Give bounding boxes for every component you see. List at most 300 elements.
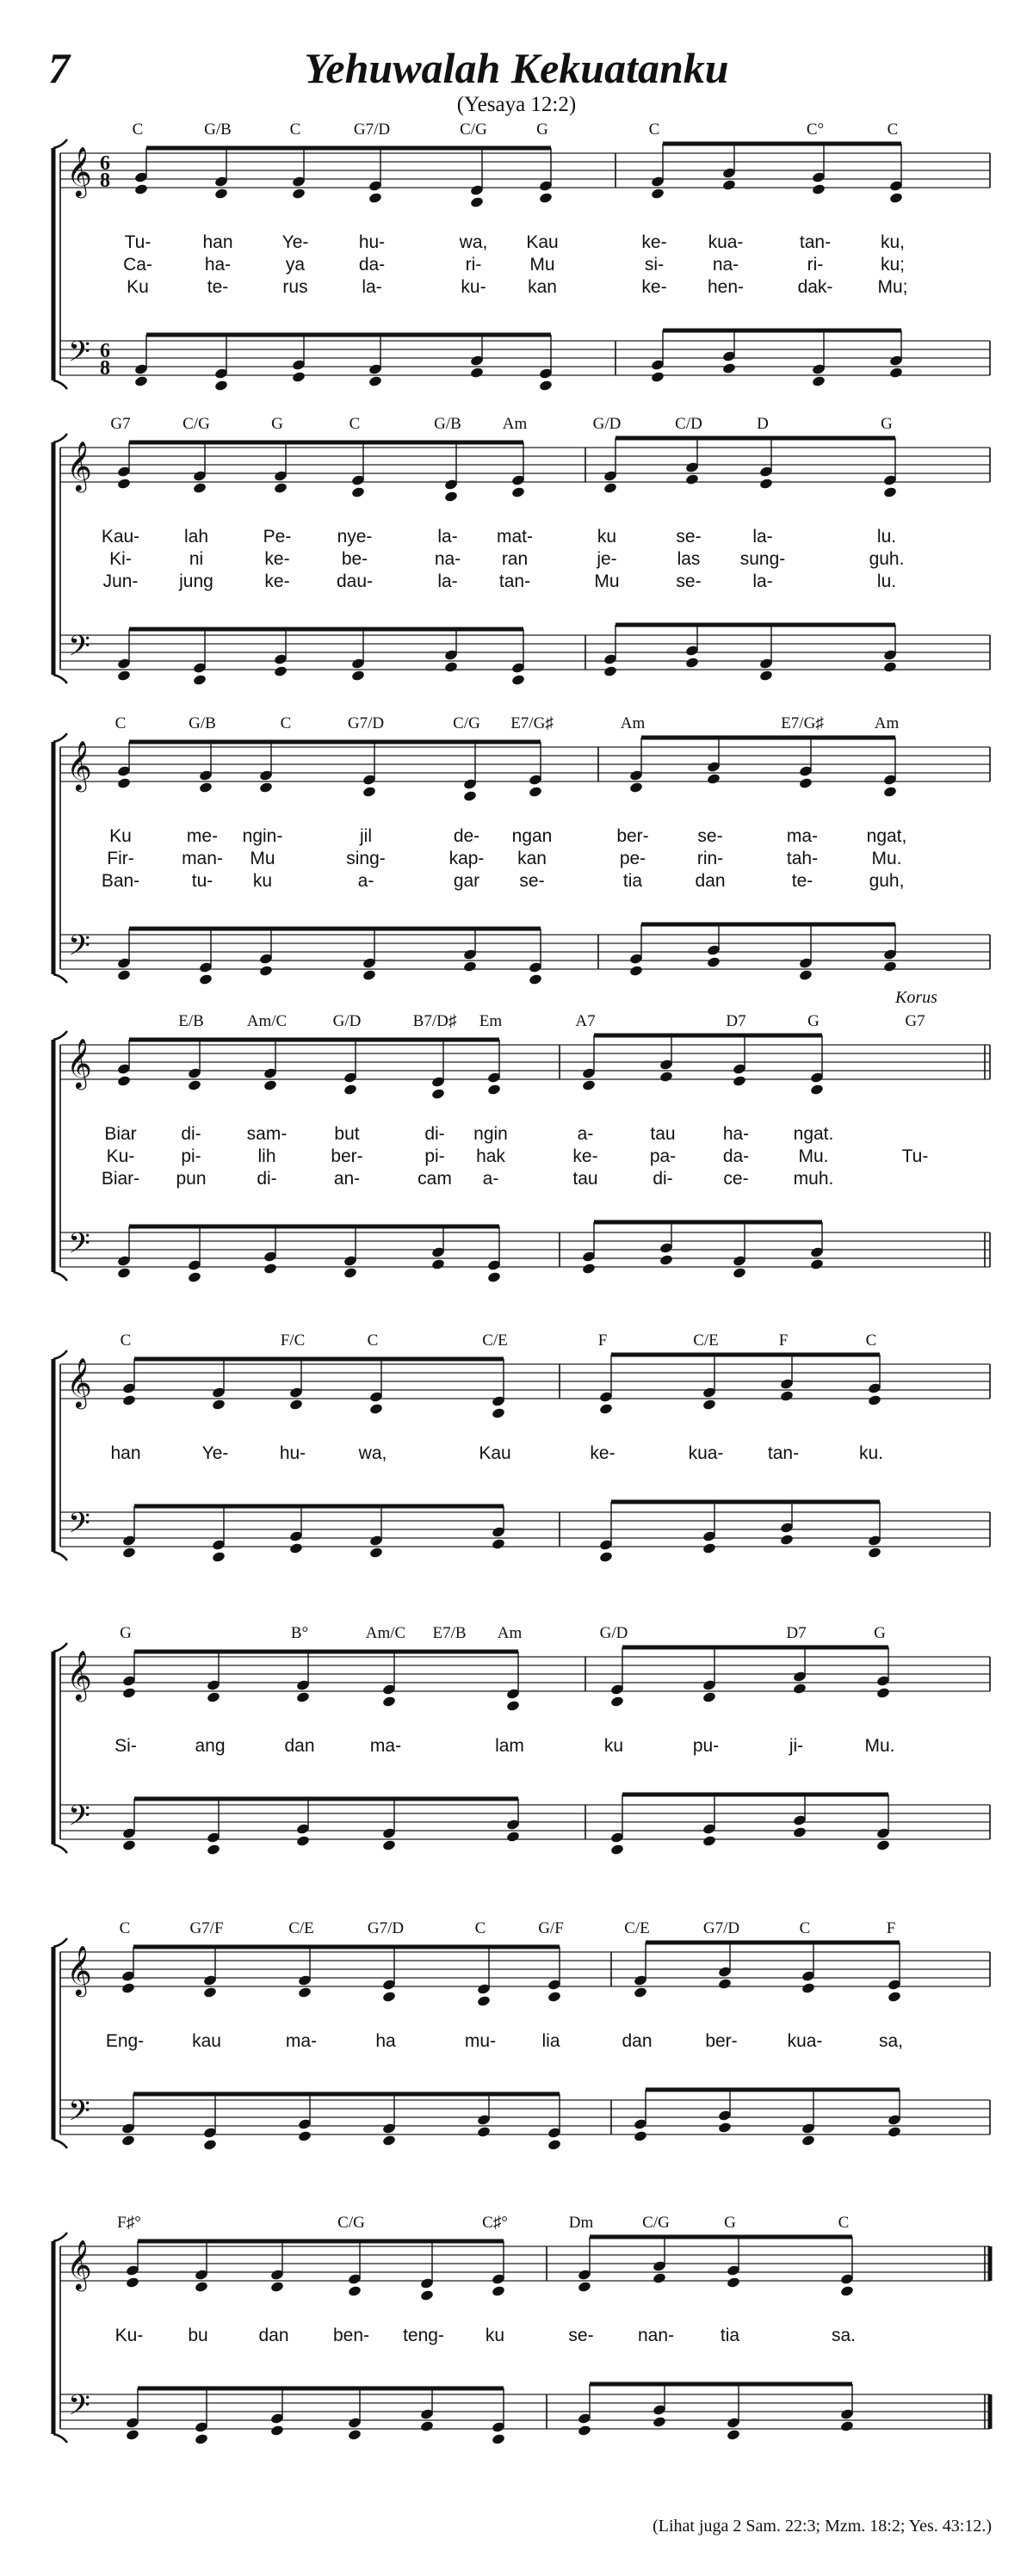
system-brace bbox=[53, 675, 67, 683]
chord-symbol: C bbox=[474, 1919, 486, 1937]
bass-note-head bbox=[547, 2139, 562, 2151]
chord-symbol: E/B bbox=[178, 1012, 204, 1030]
lyric-syllable: ke- bbox=[264, 549, 290, 569]
chord-symbol: Am bbox=[620, 714, 646, 732]
chord-symbol: Am bbox=[497, 1624, 523, 1642]
lyric-syllable: la- bbox=[437, 571, 458, 591]
lyric-syllable: na- bbox=[712, 255, 739, 275]
lyric-syllable: pun bbox=[176, 1169, 207, 1189]
bass-note-head bbox=[799, 969, 813, 981]
bass-note-head bbox=[868, 1547, 882, 1559]
lyric-syllable: sa. bbox=[831, 2326, 857, 2345]
chord-symbol: C♯° bbox=[482, 2214, 508, 2232]
chord-symbol: G7/D bbox=[367, 1919, 405, 1937]
treble-note-head bbox=[888, 1991, 902, 2003]
chord-symbol: C bbox=[289, 120, 301, 139]
lyric-syllable: ku bbox=[252, 871, 273, 891]
lyric-syllable: tan- bbox=[767, 1443, 800, 1463]
treble-note-head bbox=[195, 2281, 209, 2293]
lyric-syllable: mu- bbox=[464, 2031, 497, 2051]
bass-note-head bbox=[117, 1267, 132, 1279]
bass-clef-icon: 𝄢 bbox=[68, 2389, 90, 2429]
lyric-syllable: ma- bbox=[786, 826, 819, 846]
lyric-syllable: tau bbox=[650, 1124, 676, 1144]
treble-note-head bbox=[362, 786, 377, 798]
bass-note-head bbox=[840, 2420, 855, 2432]
lyric-syllable: ngin- bbox=[242, 826, 283, 846]
treble-note-head bbox=[134, 183, 149, 195]
lyric-syllable: di- bbox=[653, 1169, 673, 1189]
bass-note-head bbox=[203, 2139, 218, 2151]
bass-note-head bbox=[369, 1547, 384, 1559]
system-brace bbox=[53, 2140, 67, 2148]
bass-note-head bbox=[134, 375, 149, 387]
lyric-syllable: ha- bbox=[204, 255, 232, 275]
lyric-syllable: Mu. bbox=[871, 849, 902, 868]
chord-symbol: C bbox=[120, 1331, 132, 1350]
lyric-syllable: ce- bbox=[723, 1169, 749, 1189]
bass-note-head bbox=[810, 1258, 825, 1270]
chord-symbol: C/G bbox=[642, 2214, 670, 2232]
chord-symbol: G7/D bbox=[347, 714, 385, 732]
treble-note-head bbox=[506, 1700, 521, 1712]
bass-note-head bbox=[188, 1271, 202, 1283]
hymn-title: Yehuwalah Kekuatanku bbox=[304, 44, 729, 92]
lyric-syllable: da- bbox=[722, 1146, 750, 1166]
lyric-syllable: Mu. bbox=[798, 1146, 829, 1166]
lyric-syllable: ke- bbox=[590, 1443, 615, 1463]
lyric-syllable: cam bbox=[418, 1169, 452, 1189]
bass-note-head bbox=[368, 375, 383, 387]
chord-symbol: C° bbox=[806, 120, 825, 139]
lyric-syllable: ku bbox=[485, 2326, 505, 2345]
bass-note-head bbox=[193, 674, 207, 686]
bass-note-head bbox=[362, 969, 377, 981]
treble-note-head bbox=[382, 1991, 397, 2003]
lyric-syllable: se- bbox=[676, 527, 702, 547]
chord-symbol: F bbox=[886, 1919, 896, 1937]
lyric-syllable: kap- bbox=[448, 849, 485, 868]
chord-symbol: C/G bbox=[453, 714, 480, 732]
chord-symbol: G/D bbox=[332, 1012, 362, 1030]
lyric-syllable: rus bbox=[282, 277, 308, 297]
system-brace bbox=[53, 434, 67, 442]
lyric-syllable: Pe- bbox=[263, 527, 292, 547]
treble-note-head bbox=[188, 1079, 202, 1091]
bass-note-head bbox=[889, 367, 904, 379]
system-brace bbox=[53, 1844, 67, 1853]
lyric-syllable: Ku bbox=[127, 277, 149, 297]
lyric-syllable: Eng- bbox=[105, 2031, 145, 2051]
treble-note-head bbox=[799, 777, 813, 789]
treble-note-head bbox=[685, 473, 700, 485]
treble-note-head bbox=[193, 482, 207, 494]
chord-symbol: C/G bbox=[337, 2214, 365, 2232]
chord-symbol: C bbox=[349, 415, 361, 433]
chord-symbol: G7 bbox=[110, 415, 131, 433]
lyric-syllable: dak- bbox=[797, 277, 833, 297]
system-brace bbox=[53, 974, 67, 983]
lyric-syllable: Ki- bbox=[109, 549, 132, 569]
treble-note-head bbox=[793, 1683, 807, 1695]
treble-note-head bbox=[199, 781, 213, 794]
lyric-syllable: sa, bbox=[878, 2031, 904, 2051]
chord-symbol: C bbox=[114, 714, 127, 732]
bass-note-head bbox=[780, 1534, 795, 1546]
treble-note-head bbox=[296, 1691, 311, 1703]
treble-note-head bbox=[348, 2285, 362, 2297]
lyric-syllable: lu. bbox=[876, 571, 897, 591]
chord-symbol: G bbox=[807, 1012, 820, 1030]
bass-note-head bbox=[117, 969, 132, 981]
bass-note-head bbox=[883, 961, 898, 973]
bass-note-head bbox=[274, 665, 288, 677]
bass-note-head bbox=[214, 380, 229, 392]
bass-clef-icon: 𝄢 bbox=[68, 1227, 90, 1267]
treble-clef-icon: 𝄞 bbox=[66, 1650, 92, 1700]
treble-note-head bbox=[876, 1687, 891, 1699]
lyric-syllable: but bbox=[334, 1124, 360, 1144]
lyric-syllable: se- bbox=[568, 2326, 594, 2345]
treble-note-head bbox=[651, 188, 665, 200]
time-signature-top: 6 bbox=[100, 340, 110, 362]
bass-note-head bbox=[603, 665, 618, 677]
lyric-syllable: Biar- bbox=[101, 1169, 140, 1189]
treble-note-head bbox=[718, 1978, 733, 1990]
bass-note-head bbox=[487, 1271, 502, 1283]
chord-symbol: C bbox=[865, 1331, 877, 1350]
lyric-syllable: Tu- bbox=[124, 232, 152, 252]
chord-symbol: E7/G♯ bbox=[510, 714, 554, 732]
lyric-syllable: gar bbox=[453, 871, 480, 891]
treble-note-head bbox=[117, 1075, 132, 1087]
lyric-syllable: man- bbox=[182, 849, 223, 868]
lyric-syllable: ke- bbox=[641, 277, 667, 297]
lyric-syllable: ke- bbox=[572, 1146, 598, 1166]
chord-symbol: Dm bbox=[568, 2214, 594, 2232]
bass-note-head bbox=[539, 380, 554, 392]
bass-note-head bbox=[463, 961, 478, 973]
lyric-syllable: pa- bbox=[649, 1146, 677, 1166]
bass-note-head bbox=[801, 2134, 816, 2147]
treble-note-head bbox=[868, 1394, 882, 1406]
system-brace bbox=[53, 1272, 67, 1281]
bass-note-head bbox=[492, 1538, 506, 1550]
treble-note-head bbox=[653, 2272, 667, 2284]
lyric-syllable: a- bbox=[482, 1169, 499, 1189]
chord-symbol: G/B bbox=[189, 714, 216, 732]
chord-symbol: Am/C bbox=[246, 1012, 288, 1030]
lyric-syllable: Si- bbox=[114, 1736, 137, 1756]
chord-symbol: F/C bbox=[280, 1331, 306, 1350]
chord-symbol: C/D bbox=[675, 415, 702, 433]
lyric-syllable: las bbox=[677, 549, 701, 569]
bass-note-head bbox=[599, 1551, 614, 1563]
lyric-syllable: jil bbox=[360, 826, 372, 846]
lyric-syllable: Biar bbox=[104, 1124, 137, 1144]
chord-symbol: E7/G♯ bbox=[781, 714, 824, 732]
bass-note-head bbox=[298, 2130, 312, 2142]
system-brace bbox=[53, 1643, 67, 1652]
chord-symbol: G7/D bbox=[353, 120, 391, 139]
lyric-syllable: nye- bbox=[337, 527, 373, 547]
lyric-syllable: Kau- bbox=[101, 527, 140, 547]
lyric-syllable: tah- bbox=[786, 849, 819, 868]
bass-note-head bbox=[121, 2134, 136, 2147]
bass-note-head bbox=[888, 2126, 902, 2138]
lyric-syllable: sung- bbox=[739, 549, 786, 569]
bass-clef-icon: 𝄢 bbox=[68, 2095, 90, 2134]
lyric-syllable: ran bbox=[501, 549, 529, 569]
lyric-syllable: ha bbox=[375, 2031, 396, 2051]
lyric-syllable: Ca- bbox=[123, 255, 152, 275]
treble-note-head bbox=[298, 1986, 312, 1998]
chord-symbol: G/D bbox=[599, 1624, 628, 1642]
treble-note-head bbox=[759, 478, 774, 490]
bass-note-head bbox=[759, 670, 774, 682]
treble-note-head bbox=[122, 1394, 137, 1406]
lyric-syllable: Mu bbox=[250, 849, 275, 868]
bass-note-head bbox=[117, 670, 132, 682]
bass-note-head bbox=[883, 661, 898, 673]
chord-symbol: G bbox=[874, 1624, 886, 1642]
lyric-syllable: Mu bbox=[594, 571, 620, 591]
lyric-syllable: wa, bbox=[459, 232, 488, 252]
chord-symbol: E7/B bbox=[432, 1624, 467, 1642]
lyric-syllable: bu bbox=[188, 2326, 208, 2345]
chord-symbol: G7/F bbox=[189, 1919, 224, 1937]
bass-note-head bbox=[195, 2433, 209, 2445]
treble-note-head bbox=[634, 1986, 648, 1998]
lyric-syllable: lah bbox=[183, 527, 209, 547]
lyric-syllable: ji- bbox=[789, 1736, 804, 1756]
lyric-syllable: ku bbox=[597, 527, 617, 547]
treble-note-head bbox=[810, 1084, 825, 1096]
treble-note-head bbox=[369, 1403, 384, 1415]
treble-note-head bbox=[511, 486, 526, 498]
lyric-syllable: a- bbox=[577, 1124, 594, 1144]
treble-note-head bbox=[263, 1079, 278, 1091]
treble-note-head bbox=[203, 1986, 218, 1998]
lyric-syllable: wa, bbox=[358, 1443, 387, 1463]
chord-symbol: C/G bbox=[460, 120, 487, 139]
treble-note-head bbox=[610, 1696, 625, 1708]
bass-note-head bbox=[876, 1839, 891, 1851]
lyric-syllable: han bbox=[110, 1443, 141, 1463]
bass-note-head bbox=[444, 661, 459, 673]
treble-clef-icon: 𝄞 bbox=[66, 2239, 92, 2289]
lyric-syllable: lih bbox=[257, 1146, 276, 1166]
time-signature-bottom: 8 bbox=[100, 357, 110, 380]
chord-symbol: C bbox=[887, 120, 899, 139]
chord-symbol: D bbox=[757, 415, 769, 433]
bass-note-head bbox=[685, 657, 700, 669]
lyric-syllable: mat- bbox=[497, 527, 533, 547]
chord-symbol: Am bbox=[874, 714, 900, 732]
lyric-syllable: Kau bbox=[479, 1443, 511, 1463]
chord-symbol: C bbox=[648, 120, 660, 139]
lyric-syllable: da- bbox=[358, 255, 386, 275]
treble-note-head bbox=[629, 781, 644, 794]
lyric-syllable: Jun- bbox=[102, 571, 139, 591]
lyric-syllable: ngan bbox=[511, 826, 553, 846]
bass-note-head bbox=[431, 1258, 446, 1270]
lyric-syllable: di- bbox=[257, 1169, 277, 1189]
bass-note-head bbox=[289, 1542, 304, 1554]
lyric-syllable: se- bbox=[519, 871, 545, 891]
lyric-syllable: ngat. bbox=[793, 1124, 834, 1144]
treble-note-head bbox=[659, 1071, 674, 1083]
bass-note-head bbox=[702, 1835, 717, 1847]
treble-note-head bbox=[578, 2281, 592, 2293]
bass-clef-icon: 𝄢 bbox=[68, 1800, 90, 1839]
lyric-syllable: tan- bbox=[799, 232, 832, 252]
lyric-syllable: guh. bbox=[869, 549, 905, 569]
lyric-syllable: ku; bbox=[880, 255, 906, 275]
bass-note-head bbox=[718, 2122, 733, 2134]
lyric-syllable: kan bbox=[517, 849, 547, 868]
treble-clef-icon: 𝄞 bbox=[66, 1945, 92, 1995]
treble-note-head bbox=[801, 1982, 816, 1994]
chord-symbol: G/D bbox=[592, 415, 622, 433]
treble-note-head bbox=[289, 1399, 304, 1411]
lyric-syllable: lia bbox=[541, 2031, 560, 2051]
chord-symbol: G/F bbox=[538, 1919, 564, 1937]
lyric-syllable: kan bbox=[528, 277, 557, 297]
lyric-syllable: ben- bbox=[332, 2326, 370, 2345]
treble-note-head bbox=[477, 1995, 492, 2007]
lyric-syllable: tau bbox=[572, 1169, 598, 1189]
bass-note-head bbox=[292, 371, 306, 383]
lyric-syllable: rin- bbox=[696, 849, 724, 868]
lyric-syllable: ha- bbox=[722, 1124, 750, 1144]
chord-symbol: C/E bbox=[482, 1331, 508, 1350]
chord-symbol: G/B bbox=[204, 120, 232, 139]
treble-note-head bbox=[883, 786, 898, 798]
lyric-syllable: dan bbox=[258, 2326, 289, 2345]
lyric-syllable: ni bbox=[189, 549, 204, 569]
bass-note-head bbox=[529, 973, 543, 985]
bass-note-head bbox=[812, 375, 826, 387]
lyric-syllable: pu- bbox=[692, 1736, 720, 1756]
treble-note-head bbox=[727, 2276, 741, 2289]
treble-note-head bbox=[207, 1691, 221, 1703]
lyric-syllable: ke- bbox=[264, 571, 290, 591]
treble-note-head bbox=[117, 478, 132, 490]
chord-symbol: Am bbox=[502, 415, 528, 433]
lyric-syllable: ku- bbox=[461, 277, 486, 297]
lyric-syllable: pe- bbox=[619, 849, 646, 868]
system-brace bbox=[53, 2434, 67, 2443]
lyric-syllable: sam- bbox=[246, 1124, 288, 1144]
scripture-reference: (Yesaya 12:2) bbox=[456, 93, 577, 116]
chord-symbol: C bbox=[838, 2214, 850, 2232]
lyric-syllable: Mu bbox=[529, 255, 555, 275]
lyric-syllable: la- bbox=[752, 527, 773, 547]
lyric-syllable: me- bbox=[186, 826, 219, 846]
lyric-syllable: na- bbox=[434, 549, 461, 569]
bass-note-head bbox=[651, 371, 665, 383]
lyric-syllable: ya bbox=[285, 255, 306, 275]
chord-symbol: F bbox=[778, 1331, 789, 1350]
lyric-syllable: ku bbox=[603, 1736, 624, 1756]
lyric-syllable: ma- bbox=[285, 2031, 318, 2051]
lyric-syllable: ku, bbox=[880, 232, 906, 252]
bass-note-head bbox=[207, 1844, 221, 1856]
chord-symbol: B7/D♯ bbox=[412, 1012, 457, 1030]
treble-note-head bbox=[603, 482, 618, 494]
lyric-syllable: ber- bbox=[616, 826, 649, 846]
bass-note-head bbox=[511, 674, 526, 686]
lyric-syllable: han bbox=[202, 232, 233, 252]
lyric-syllable: jung bbox=[179, 571, 213, 591]
bass-note-head bbox=[343, 1267, 358, 1279]
treble-note-head bbox=[274, 482, 288, 494]
treble-note-head bbox=[122, 1687, 137, 1699]
lyric-syllable: hak bbox=[476, 1146, 505, 1166]
lyric-syllable: se- bbox=[697, 826, 723, 846]
lyric-syllable: la- bbox=[437, 527, 458, 547]
lyric-syllable: Ye- bbox=[281, 232, 309, 252]
treble-note-head bbox=[547, 1991, 562, 2003]
treble-note-head bbox=[722, 179, 737, 191]
lyric-syllable: Ku- bbox=[106, 1146, 135, 1166]
lyric-syllable: teng- bbox=[403, 2326, 444, 2345]
lyric-syllable: ri- bbox=[807, 255, 824, 275]
bass-note-head bbox=[707, 956, 721, 968]
lyric-syllable: di- bbox=[424, 1124, 445, 1144]
lyric-syllable: kau bbox=[192, 2031, 221, 2051]
lyric-syllable: ber- bbox=[331, 1146, 363, 1166]
treble-note-head bbox=[487, 1084, 502, 1096]
treble-note-head bbox=[733, 1075, 747, 1087]
bass-note-head bbox=[348, 2429, 362, 2441]
lyric-syllable: hen- bbox=[707, 277, 745, 297]
lyric-syllable: kua- bbox=[708, 232, 744, 252]
lyric-syllable: be- bbox=[341, 549, 368, 569]
chord-symbol: F bbox=[597, 1331, 608, 1350]
bass-note-head bbox=[629, 965, 644, 977]
bass-note-head bbox=[382, 2134, 397, 2147]
treble-note-head bbox=[812, 183, 826, 195]
lyric-syllable: tan- bbox=[498, 571, 531, 591]
bass-note-head bbox=[270, 2425, 285, 2437]
lyric-syllable: a- bbox=[357, 871, 374, 891]
lyric-syllable: Fir- bbox=[107, 849, 134, 868]
system-brace bbox=[53, 2233, 67, 2241]
treble-note-head bbox=[126, 2276, 140, 2289]
chord-symbol: C bbox=[367, 1331, 379, 1350]
lyric-syllable: ber- bbox=[705, 2031, 738, 2051]
lyric-syllable: Ye- bbox=[201, 1443, 229, 1463]
treble-note-head bbox=[420, 2289, 435, 2301]
lyric-syllable: sing- bbox=[346, 849, 386, 868]
chord-symbol: C bbox=[132, 120, 144, 139]
lyric-syllable: ngin bbox=[473, 1124, 508, 1144]
chord-symbol: G bbox=[536, 120, 548, 139]
treble-note-head bbox=[702, 1691, 717, 1703]
lyric-syllable: pi- bbox=[181, 1146, 201, 1166]
lyric-syllable: lu. bbox=[876, 527, 897, 547]
lyric-syllable: Mu. bbox=[864, 1736, 895, 1756]
bass-note-head bbox=[296, 1835, 311, 1847]
treble-note-head bbox=[470, 196, 485, 208]
bass-note-head bbox=[351, 670, 366, 682]
lyric-syllable: kua- bbox=[688, 1443, 724, 1463]
lyric-syllable: lam bbox=[495, 1736, 524, 1756]
bass-note-head bbox=[793, 1826, 807, 1838]
lyric-syllable: di- bbox=[181, 1124, 201, 1144]
